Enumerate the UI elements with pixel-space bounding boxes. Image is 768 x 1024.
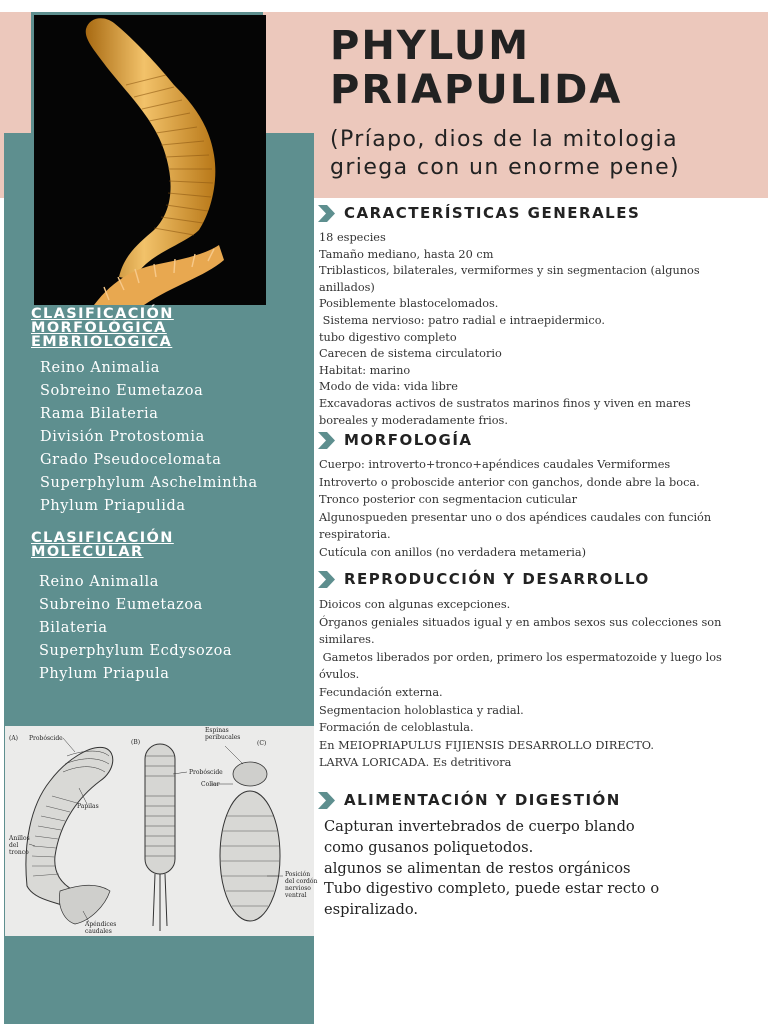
body-line: similares. <box>319 633 375 647</box>
body-line: Tronco posterior con segmentacion cuticular <box>319 493 577 507</box>
panel-c-label: (C) <box>257 740 267 747</box>
body-line: Triblasticos, bilaterales, vermiformes y sin segmentacion (algunos <box>319 264 700 278</box>
morph-classification-heading <box>31 307 301 349</box>
chevron-right-icon <box>318 571 340 588</box>
taxon-item: Sobreino Eumetazoa <box>40 383 204 399</box>
chevron-right-icon <box>318 792 340 809</box>
panel-b-label: (B) <box>131 739 141 746</box>
section-heading-text: MORFOLOGÍA <box>344 431 473 449</box>
body-line: Gametos liberados por orden, primero los espermatozoide y luego los <box>319 650 722 664</box>
title-line: PRIAPULIDA <box>330 67 623 113</box>
taxon-item: División Protostomia <box>40 429 205 445</box>
body-line: algunos se alimentan de restos orgánicos <box>324 859 631 877</box>
section-body-feeding <box>324 817 764 921</box>
body-line: Carecen de sistema circulatorio <box>319 347 502 361</box>
label-line: Posición <box>285 871 311 878</box>
section-heading-text: ALIMENTACIÓN Y DIGESTIÓN <box>344 791 621 809</box>
body-line: LARVA LORICADA. Es detritivora <box>319 756 512 770</box>
body-line: Posiblemente blastocelomados. <box>319 297 499 311</box>
section-body-general <box>319 230 759 429</box>
heading-line: MOLECULAR <box>31 544 144 560</box>
body-line: tubo digestivo completo <box>319 330 457 344</box>
page-subtitle: (Príapo, dios de la mitologia griega con un enorme pene) <box>330 127 680 180</box>
chevron-right-icon <box>318 205 340 222</box>
heading-line: EMBRIOLOGICA <box>31 334 173 350</box>
label-line: nervioso <box>285 885 311 892</box>
body-line: respiratoria. <box>319 528 391 542</box>
heading-line: CLASIFICACIÓN <box>31 530 174 546</box>
heading-line: CLASIFICACIÓN <box>31 306 174 322</box>
mol-classification-list <box>39 571 309 686</box>
body-line: Fecundación externa. <box>319 685 443 699</box>
body-line: anillados) <box>319 280 375 294</box>
label-line: caudales <box>85 928 112 935</box>
papillae-label: Papilas <box>77 803 99 810</box>
taxon-item: Reino Animalla <box>39 574 159 590</box>
section-heading-reproduction <box>318 570 650 588</box>
section-heading-text: CARACTERÍSTICAS GENERALES <box>344 204 641 222</box>
body-line: Órganos geniales situados igual y en ambos sexos sus colecciones son <box>319 615 722 629</box>
section-body-morphology <box>319 456 759 562</box>
body-line: Dioicos con algunas excepciones. <box>319 598 511 611</box>
taxon-item: Subreino Eumetazoa <box>39 597 203 613</box>
proboscis-label-b: Probóscide <box>189 769 223 776</box>
label-line: peribucales <box>205 734 241 741</box>
mol-classification-heading <box>31 531 301 559</box>
body-line: En MEIOPRIAPULUS FIJIENSIS DESARROLLO DIRECTO. <box>319 738 654 752</box>
body-line: Algunospueden presentar uno o dos apéndices caudales con función <box>319 510 712 524</box>
taxon-item: Phylum Priapulida <box>40 498 186 514</box>
section-heading-morphology <box>318 431 473 449</box>
label-line: ventral <box>285 892 307 899</box>
section-body-reproduction <box>319 596 759 772</box>
collar-label: Collar <box>201 781 220 788</box>
body-line: óvulos. <box>319 668 360 682</box>
label-line: del <box>9 842 19 849</box>
body-line: Cuerpo: introverto+tronco+apéndices caudales Vermiformes <box>319 458 671 471</box>
body-line: 18 especies <box>319 231 386 244</box>
body-line: Segmentacion holoblastica y radial. <box>319 703 524 717</box>
body-line: boreales y moderadamente frios. <box>319 413 508 427</box>
body-line: como gusanos poliquetodos. <box>324 838 534 856</box>
taxon-item: Rama Bilateria <box>40 406 159 422</box>
label-line: Anillos <box>9 835 30 842</box>
section-heading-text: REPRODUCCIÓN Y DESARROLLO <box>344 570 650 588</box>
chevron-right-icon <box>318 432 340 449</box>
body-line: espiralizado. <box>324 901 419 919</box>
taxon-item: Superphylum Aschelmintha <box>40 475 258 491</box>
body-line: Habitat: marino <box>319 363 411 377</box>
panel-a-label: (A) <box>9 735 19 742</box>
label-line: Apéndices <box>85 921 117 928</box>
body-line: Formación de celoblastula. <box>319 721 474 735</box>
nerve-cord-label <box>284 871 319 899</box>
proboscis-label-a: Probóscide <box>29 735 63 742</box>
anatomy-diagram <box>5 726 318 936</box>
label-line: del cordón <box>285 878 318 885</box>
morph-classification-list <box>40 357 310 518</box>
label-line: tronco <box>9 849 29 856</box>
priapulid-photo <box>31 12 263 302</box>
taxon-item: Bilateria <box>39 620 108 636</box>
taxon-item: Reino Animalia <box>40 360 160 376</box>
body-line: Sistema nervioso: patro radial e intraepidermico. <box>319 313 605 327</box>
title-line: PHYLUM <box>330 23 531 69</box>
heading-line: MORFOLÓGICA <box>31 320 167 336</box>
section-heading-feeding <box>318 791 621 809</box>
section-heading-general <box>318 204 640 222</box>
body-line: Introverto o proboscide anterior con ganchos, donde abre la boca. <box>319 475 700 489</box>
body-line: Cutícula con anillos (no verdadera metameria) <box>319 545 587 559</box>
taxon-item: Phylum Priapula <box>39 666 170 682</box>
label-line: Espinas <box>205 727 229 734</box>
taxon-item: Superphylum Ecdysozoa <box>39 643 233 659</box>
body-line: Modo de vida: vida libre <box>319 380 458 394</box>
body-line: Excavadoras activos de sustratos marinos finos y viven en mares <box>319 396 691 410</box>
page-title <box>330 24 750 112</box>
body-line: Tamaño mediano, hasta 20 cm <box>319 247 494 261</box>
taxon-item: Grado Pseudocelomata <box>40 452 222 468</box>
body-line: Capturan invertebrados de cuerpo blando <box>324 818 635 835</box>
body-line: Tubo digestivo completo, puede estar recto o <box>324 880 660 898</box>
